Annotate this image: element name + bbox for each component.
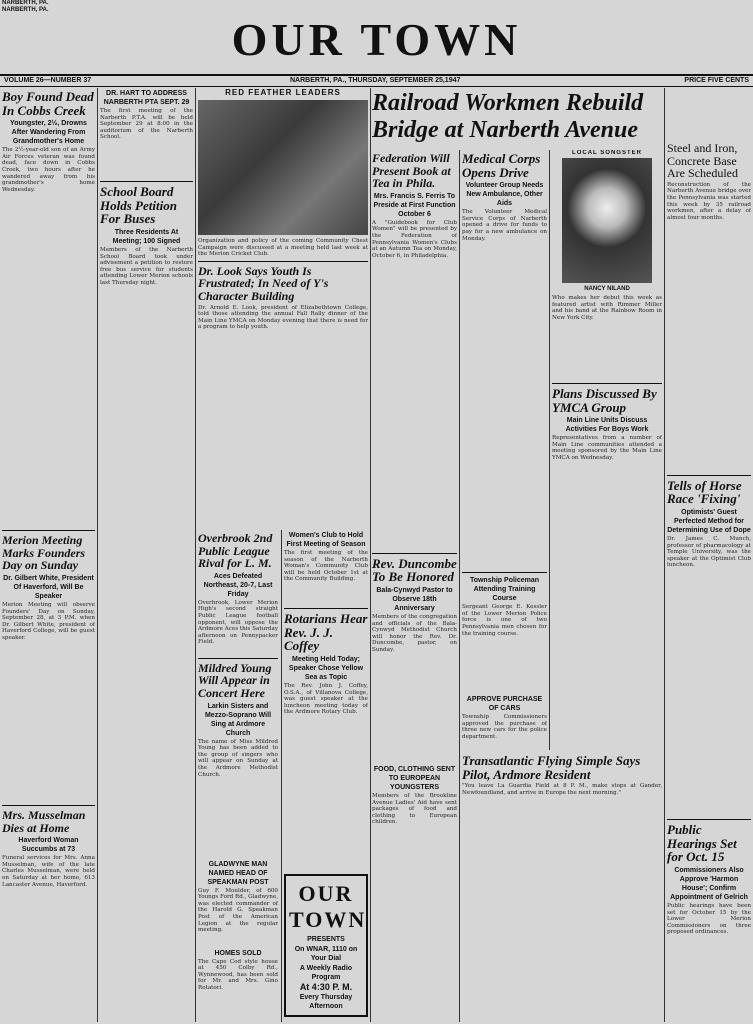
headline-federation: Federation Will Present Book at Tea in Phila. [372,151,451,191]
transatlantic-section [462,752,662,1022]
column-rule [459,150,460,1022]
subhead-overbrook: Aces Defeated Northeast, 20-7, Last Friday [203,572,273,598]
article-dr-hart: The first meeting of the Narberth P.T.A. will be held September 29 at 8:00 in the auditorium of the Narberth School. [100,108,193,141]
article-approve-cars: Township Commissioners approved the purchase of three new cars for the police department. [462,714,547,741]
corner-line-2: NARBERTH, PA. [2,7,49,13]
divider [100,181,193,182]
banner [372,88,662,148]
subhead-rev-duncombe: Bala-Cynwyd Pastor to Observe 18th Anniversary [376,587,453,613]
caption-red-feather: Organization and policy of the coming Community Chest Campaign were discussed at a meeting held last week at the Merion Cricket Club. [198,238,368,258]
headline-school-board: School Board Holds Petition For Buses [100,184,177,227]
headline-rev-duncombe: Rev. Duncombe To Be Honored [372,555,457,585]
article-ymca-plans: Representatives from a number of Main Line communities attended a meeting sponsored by the Main Line YMCA on Wednesday. [552,435,662,462]
subhead-mrs-musselman: Haverford Woman Succumbs at 73 [18,837,79,854]
headline-boy-found-dead: Boy Found Dead In Cobbs Creek [2,89,94,118]
box-program: A Weekly Radio Program [299,964,353,981]
headline-rotarians: Rotarians Hear Rev. J. J. Coffey [284,611,368,654]
article-merion-meeting: Merion Meeting will observe Founders' Day on Sunday, September 28, at 3 P.M. when Dr. Gilbert White, president of Haverford College, will be guest speaker. [2,602,95,642]
masthead-title: OUR TOWN [231,14,522,65]
headline-gladwyne-man: GLADWYNE MAN NAMED HEAD OF SPEAKMAN POST [207,860,269,886]
column-1 [2,88,95,1022]
headline-medical-corps: Medical Corps Opens Drive [462,151,541,180]
headline-mildred-young: Mildred Young Will Appear in Concert Here [198,660,272,700]
box-title: OUR TOWN [289,880,367,932]
box-time: At 4:30 P. M. [299,981,353,992]
divider [372,553,457,554]
dateline-bar [0,74,753,87]
article-rotarians: The Rev. John J. Coffey, O.S.A., of Villanova College, was guest speaker at the luncheon meeting today of the Ardmore Rotary Club. [284,682,368,716]
subhead-rotarians: Meeting Held Today; Speaker Chose Yellow Sea as Topic [288,655,364,681]
divider [198,658,278,659]
article-womens-club: The first meeting of the season of the Narberth Woman's Community Club will be held October 1st at the Community Building. [284,550,368,583]
article-federation: A "Guidebook for Club Women" will be presented by the Federation of Pennsylvania Women's Clubs at an Autumn Tea on Monday, October 6, in Philadelphia. [372,219,457,259]
article-steel-iron: Reconstruction of the Narberth Avenue bridge over the Pennsylvania was started this week by 35 railroad workmen, after a delay of almost four months. [667,181,751,221]
column-rule [281,530,282,1022]
price: PRICE FIVE CENTS [684,77,749,84]
divider [552,383,662,384]
column-6 [462,150,547,750]
photo-nancy-niland [562,158,652,283]
subhead-merion-meeting: Dr. Gilbert White, President Of Haverford, Will Be Speaker [3,575,94,601]
column-7 [552,150,662,750]
column-rule [370,88,371,1022]
column-rule [97,88,98,1022]
article-dr-look: Dr. Arnold E. Look, president of Elizabethtown College, told those attending the annual Fall Rally dinner of the Main Line YMCA on Monday evening that there is need for a program to help youth. [198,304,368,331]
headline-dr-hart: DR. HART TO ADDRESS NARBERTH PTA SEPT. 29 [103,90,190,106]
subhead-federation: Mrs. Francis S. Ferris To Preside at First Function October 6 [373,192,456,218]
article-mrs-musselman: Funeral services for Mrs. Anna Musselman, wife of the late Charles Musselman, were held on Saturday at her home, 613 Lancaster Avenue, Haverford. [2,855,95,888]
caption-nancy-niland: NANCY NILAND [584,286,630,292]
headline-approve-cars: APPROVE PURCHASE OF CARS [466,696,543,713]
column-rule [549,150,550,750]
subhead-horse-race: Optimists' Guest Perfected Method for Determining Use of Dope [667,509,751,535]
divider [667,819,751,820]
photo-red-feather-leaders [198,100,368,235]
subhead-medical-corps: Volunteer Group Needs New Ambulance, Other Aids [465,182,544,208]
box-presents: PRESENTS [307,935,345,943]
divider [667,475,751,476]
article-school-board: Members of the Narberth School Board took under advisement a petition to restore free bus service for students attending Lower Merion schools last Thursday night. [100,246,193,286]
subhead-ymca-plans: Main Line Units Discuss Activities For Boys Work [565,417,649,434]
column-rule [195,88,196,1022]
article-overbrook: Overbrook, Lower Merion High's second straight Public League football opponent, will oppose the Ardmore Aces this Saturday afternoon on Pennypacker Field. [198,599,278,646]
article-boy-found-dead: The 2½-year-old son of an Army Air Forces veteran was found dead, face down in Cobbs Creek, two hours after he wandered away from his grandmother's home Wednesday. [2,147,95,193]
issue-date: NARBERTH, PA., THURSDAY, SEPTEMBER 25,1947 [290,77,461,84]
subhead-school-board: Three Residents At Meeting; 100 Signed [112,228,181,245]
divider [462,572,547,573]
article-homes-sold: The Cape Cod style house at 450 Colby Rd., Wynnewood, has been sold for Mr. and Mrs. Gino Rotatori. [198,958,278,991]
column-2 [100,88,193,528]
radio-program-box [284,874,368,1017]
kicker-red-feather: RED FEATHER LEADERS [225,88,341,97]
column-rule [664,88,665,1022]
headline-homes-sold: HOMES SOLD [214,949,262,957]
red-feather-section [198,88,368,528]
headline-womens-club: Women's Club to Hold First Meeting of Season [286,532,366,548]
article-transatlantic: "You leave La Guardia Field at 8 P. M., make stops at Gander, Newfoundland, and arrive in Europe the next morning." [462,783,662,796]
divider [2,805,95,806]
headline-merion-meeting: Merion Meeting Marks Founders Day on Sunday [2,533,86,573]
subhead-public-hearings: Commissioners Also Approve 'Harmon House'; Confirm Appointment of Gelrich [670,866,748,901]
headline-overbrook: Overbrook 2nd Public League Rival for L. M. [198,531,273,571]
headline-ymca-plans: Plans Discussed By YMCA Group [552,386,657,415]
article-township-policeman: Sergeant George E. Kessler of the Lower Merion Police force is one of two Pennsylvania men chosen for the training course. [462,604,547,637]
corner-line-1: NARBERTH, PA. [2,0,49,6]
headline-steel-iron: Steel and Iron, Concrete Base Are Scheduled [667,141,738,181]
column-3 [198,530,278,1022]
divider [2,530,95,531]
corner-imprint [2,0,49,14]
article-horse-race: Dr. James C. Munch, professor of pharmacology at Temple University, was the speaker at the Optimist Club luncheon. [667,536,751,569]
box-station: On WNAR, 1110 on Your Dial [294,945,358,962]
subhead-mildred-young: Larkin Sisters and Mezzo-Soprano Will Sing at Ardmore Church [204,702,272,737]
photo-label-local-songster: LOCAL SONGSTER [572,150,642,156]
article-public-hearings: Public hearings have been set for October 15 by the Lower Merion Commissioners on three proposed ordinances. [667,902,751,936]
headline-railroad-workmen: Railroad Workmen Rebuild Bridge at Narberth Avenue [372,90,644,143]
column-8 [667,140,751,1022]
headline-horse-race: Tells of Horse Race 'Fixing' [667,477,742,507]
subhead-boy-found-dead: Youngster, 2½, Drowns After Wandering From Grandmother's Home [10,120,87,146]
box-day: Every Thursday Afternoon [299,993,353,1010]
article-rev-duncombe: Members of the congregation and officials of the Bala-Cynwyd Methodist Church will honor the Rev. Dr. Duncombe, pastor, on Sunday. [372,614,457,654]
column-4 [284,530,368,1022]
column-5 [372,150,457,1022]
article-nancy-niland: Who makes her debut this week as featured artist with Rimmer Miller and his band at the Rainbow Room in New York City. [552,295,662,321]
article-medical-corps: The Volunteer Medical Service Corps of Narberth opened a drive for funds to pay for a new ambulance on Monday. [462,209,547,242]
article-food-clothing: Members of the Brookline Avenue Ladies' Aid have sent packages of food and clothing to European children. [372,793,457,826]
headline-mrs-musselman: Mrs. Musselman Dies at Home [2,808,86,835]
divider [198,261,368,262]
article-mildred-young: The name of Miss Mildred Young has been added to the group of singers who will appear on Sunday at the Ardmore Methodist Church. [198,738,278,778]
headline-food-clothing: FOOD, CLOTHING SENT TO EUROPEAN YOUNGSTERS [373,766,456,792]
headline-dr-look: Dr. Look Says Youth Is Frustrated; In Need of Y's Character Building [198,263,329,303]
headline-public-hearings: Public Hearings Set for Oct. 15 [667,822,737,865]
volume-number: VOLUME 26—NUMBER 37 [4,77,92,84]
divider [284,608,368,609]
article-gladwyne-man: Guy F. Moulder, of 600 Youngs Ford Rd., Gladwyne, was elected commander of the Harold G. Speakman Post of the American Legion at the regular meeting. [198,887,278,934]
headline-transatlantic: Transatlantic Flying Simple Says Pilot, Ardmore Resident [462,753,641,782]
headline-township-policeman: Township Policeman Attending Training Course [469,577,540,603]
